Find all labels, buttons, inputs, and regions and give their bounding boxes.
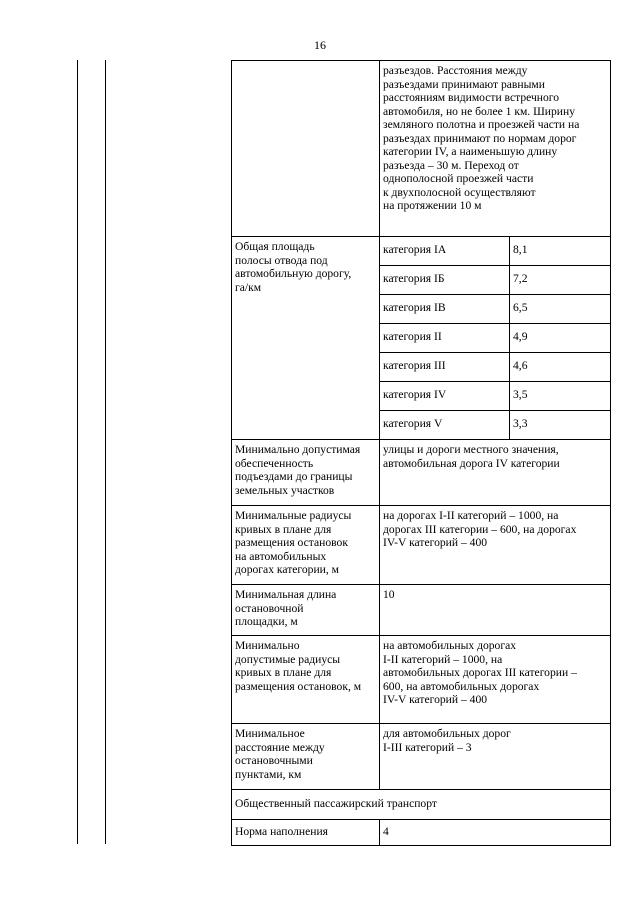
text-line: земляного полотна и проезжей части на xyxy=(383,118,580,131)
category-value: 6,5 xyxy=(510,295,611,324)
category-name: категория IБ xyxy=(380,266,510,295)
text-line: кривых в плане для xyxy=(235,522,332,536)
text-line: Минимальные радиусы xyxy=(235,509,352,522)
section-heading-public-transport: Общественный пассажирский транспорт xyxy=(232,790,611,820)
left-margin-line-2 xyxy=(105,60,106,844)
text-line: к двухполосной осуществляют xyxy=(383,185,536,199)
row-value-stop-length xyxy=(380,585,611,636)
category-name: категория IV xyxy=(380,382,510,411)
text-line: остановочной xyxy=(235,601,304,615)
row-value-stop-radius xyxy=(380,636,611,724)
text-line: I-II категорий – 1000, на xyxy=(383,652,503,666)
row-label-stop-radius xyxy=(232,636,380,724)
row-value-occupancy xyxy=(380,820,611,846)
text-line: Минимально допустимая xyxy=(235,443,361,456)
row-label-access xyxy=(232,440,380,506)
table-row xyxy=(232,636,611,724)
text-line: на автомобильных xyxy=(235,549,327,563)
table-row xyxy=(232,61,611,237)
text-line: на дорогах I-II категорий – 1000, на xyxy=(383,509,559,522)
text-line: расстояние между xyxy=(235,740,325,754)
table-row xyxy=(232,790,611,820)
text-line: размещения остановок, м xyxy=(235,679,362,693)
category-value: 7,2 xyxy=(510,266,611,295)
text-line: расстояниям видимости встречного xyxy=(383,91,560,104)
text-line: автомобильная дорога IV категории xyxy=(383,456,560,470)
table-row xyxy=(232,585,611,636)
row-value-stop-distance xyxy=(380,724,611,790)
text-line: дорогах III категории – 600, на дорогах xyxy=(383,522,577,536)
table-row xyxy=(232,237,611,266)
row-label-stop-distance xyxy=(232,724,380,790)
category-name: категория IА xyxy=(380,237,510,266)
category-value: 3,3 xyxy=(510,411,611,440)
text-line: кривых в плане для xyxy=(235,666,332,679)
text-line: однополосной проезжей части xyxy=(383,172,534,185)
table-row xyxy=(232,440,611,506)
passing-places-text xyxy=(380,61,611,237)
text-line: разъездами принимают равными xyxy=(383,77,545,91)
row-label-stop-radius-category xyxy=(232,506,380,585)
text-line: га/км xyxy=(235,280,262,294)
text-line: Минимально xyxy=(235,639,300,652)
page-number: 16 xyxy=(314,38,326,52)
table-row xyxy=(232,820,611,846)
text-line: Норма наполнения xyxy=(235,825,329,838)
text-line: 10 xyxy=(383,588,395,601)
text-line: IV-V категорий – 400 xyxy=(383,693,488,706)
category-name: категория III xyxy=(380,353,510,382)
text-line: пунктами, км xyxy=(235,767,302,781)
table-row xyxy=(232,724,611,790)
row-label-right-of-way xyxy=(232,237,380,440)
table-row xyxy=(232,506,611,585)
row-label-stop-length xyxy=(232,585,380,636)
text-line: обеспеченность xyxy=(235,456,314,470)
text-line: I-III категорий – 3 xyxy=(383,740,472,754)
category-name: категория IВ xyxy=(380,295,510,324)
text-line: IV-V категорий – 400 xyxy=(383,536,488,549)
row-value-stop-radius-category xyxy=(380,506,611,585)
category-name: категория V xyxy=(380,411,510,440)
text-line: полосы отвода под xyxy=(235,253,328,267)
text-line: для автомобильных дорог xyxy=(383,727,511,740)
empty-cell xyxy=(232,61,380,237)
category-value: 4,6 xyxy=(510,353,611,382)
text-line: 600, на автомобильных дорогах xyxy=(383,679,540,693)
text-line: на протяжении 10 м xyxy=(383,199,482,212)
text-line: земельных участков xyxy=(235,483,335,497)
text-line: разъезда – 30 м. Переход от xyxy=(383,158,519,172)
category-value: 3,5 xyxy=(510,382,611,411)
text-line: Минимальное xyxy=(235,727,305,740)
text-line: остановочными xyxy=(235,754,313,767)
row-label-occupancy xyxy=(232,820,380,846)
text-line: Минимальная длина xyxy=(235,588,337,601)
text-line: допустимые радиусы xyxy=(235,652,341,666)
category-value: 8,1 xyxy=(510,237,611,266)
row-value-access xyxy=(380,440,611,506)
text-line: размещения остановок xyxy=(235,536,348,549)
standards-table xyxy=(231,60,611,846)
category-value: 4,9 xyxy=(510,324,611,353)
category-name: категория II xyxy=(380,324,510,353)
text-line: Общая площадь xyxy=(235,240,315,253)
text-line: разъездов. Расстояния между xyxy=(383,64,528,77)
text-line: автомобильных дорогах III категории – xyxy=(383,666,577,679)
text-line: автомобиля, но не более 1 км. Ширину xyxy=(383,104,576,118)
text-line: автомобильную дорогу, xyxy=(235,267,352,280)
text-line: 4 xyxy=(383,825,389,838)
text-line: улицы и дороги местного значения, xyxy=(383,443,559,456)
text-line: на автомобильных дорогах xyxy=(383,639,517,652)
text-line: дорогах категории, м xyxy=(235,563,340,576)
text-line: подъездами до границы xyxy=(235,470,353,483)
text-line: разъездах принимают по нормам дорог xyxy=(383,131,577,145)
left-margin-line-1 xyxy=(77,60,78,844)
text-line: площадки, м xyxy=(235,615,298,628)
text-line: категории IV, а наименьшую длину xyxy=(383,145,558,158)
